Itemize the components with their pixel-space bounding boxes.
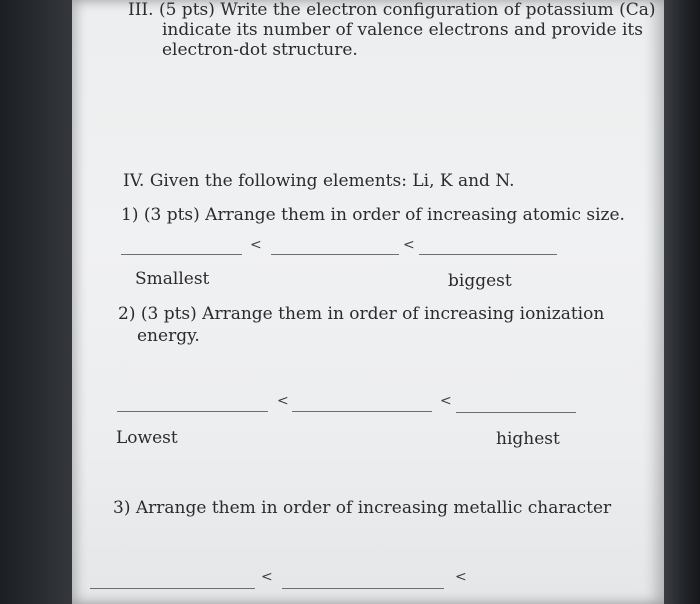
part-1-less-than-2: < [403, 237, 415, 253]
desk-background-left [0, 0, 72, 604]
question-3-line-3: electron-dot structure. [162, 40, 358, 60]
part-1-prompt: 1) (3 pts) Arrange them in order of increasing atomic size. [121, 205, 625, 225]
part-2-blank-3[interactable] [456, 412, 576, 413]
part-1-biggest-label: biggest [448, 271, 512, 291]
part-2-blank-2[interactable] [292, 411, 432, 412]
part-2-prompt-line-2: energy. [137, 326, 200, 346]
part-2-prompt-line-1: 2) (3 pts) Arrange them in order of increasing ionization [118, 304, 605, 324]
question-4-heading: IV. Given the following elements: Li, K and N. [123, 171, 515, 191]
part-3-less-than-1: < [261, 569, 273, 585]
question-3-line-2: indicate its number of valence electrons and provide its [162, 20, 643, 40]
part-3-blank-1[interactable] [90, 588, 255, 589]
part-1-blank-1[interactable] [121, 254, 242, 255]
part-2-less-than-2: < [440, 393, 452, 409]
part-1-blank-2[interactable] [271, 254, 399, 255]
part-1-smallest-label: Smallest [135, 269, 210, 289]
part-3-less-than-2: < [455, 569, 467, 585]
part-2-less-than-1: < [277, 393, 289, 409]
desk-background-right [664, 0, 700, 604]
question-3-line-1: III. (5 pts) Write the electron configuration of potassium (Ca) [128, 0, 656, 20]
part-2-lowest-label: Lowest [116, 428, 178, 448]
part-2-highest-label: highest [496, 429, 560, 449]
part-1-less-than-1: < [250, 237, 262, 253]
part-3-blank-2[interactable] [282, 588, 444, 589]
part-1-blank-3[interactable] [419, 254, 557, 255]
part-2-blank-1[interactable] [117, 411, 268, 412]
part-3-prompt: 3) Arrange them in order of increasing metallic character [113, 498, 612, 518]
